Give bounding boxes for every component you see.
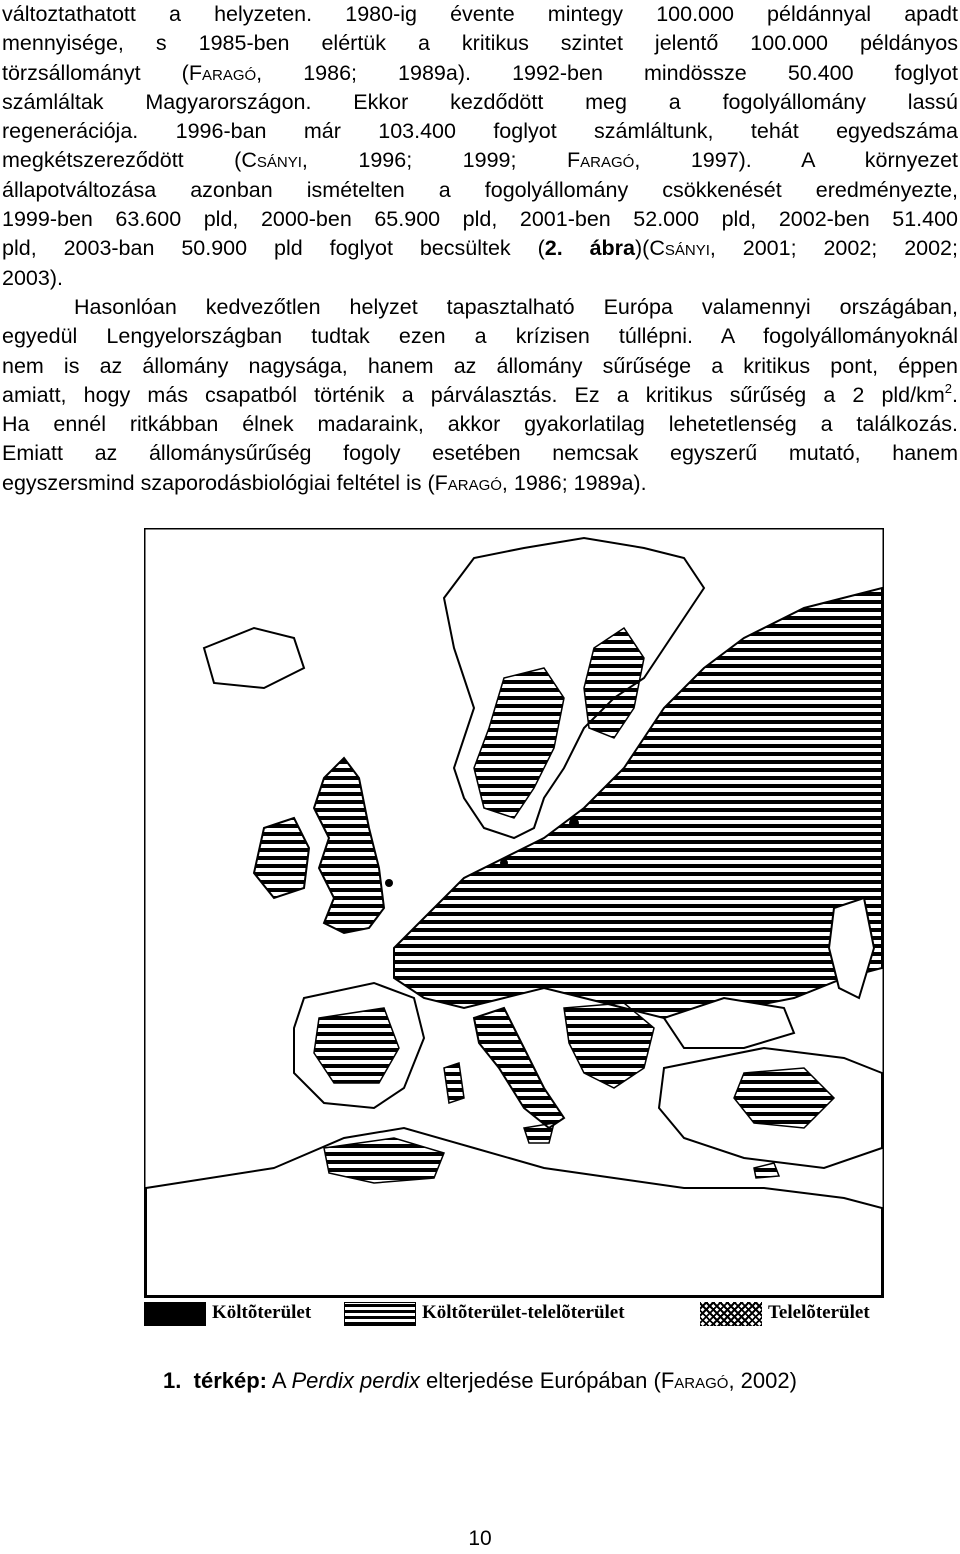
author-name: Faragó xyxy=(434,470,502,495)
page-number: 10 xyxy=(468,1527,492,1550)
author-name: Faragó xyxy=(567,148,635,173)
text-line: megkétszereződött (Csányi, 1996; 1999; Faragó, 1997). A környezet xyxy=(2,148,959,173)
figure-caption: 1. térkép: A Perdix perdix elterjedése Európában (Faragó, 2002) xyxy=(163,1368,797,1393)
breeding-spot xyxy=(385,879,393,887)
text-line: nem is az állomány nagysága, hanem az állomány sűrűsége a kritikus pont, éppen xyxy=(2,353,958,378)
text-line: Emiatt az állománysűrűség fogoly esetében nemcsak egyszerű mutató, hanem xyxy=(2,441,958,466)
text-line: mennyisége, s 1985-ben elértük a kritikus szintet jelentő 100.000 példányos xyxy=(2,31,958,56)
text-line: Ha ennél ritkábban élnek madaraink, akkor gyakorlatilag lehetetlenség a találkozás. xyxy=(2,412,958,437)
author-name: Csányi xyxy=(649,236,710,261)
europe-distribution-map xyxy=(144,528,884,1298)
text-line: egyedül Lengyelországban tudtak ezen a krízisen túllépni. A fogolyállományoknál xyxy=(2,324,958,349)
text-line: számláltak Magyarországon. Ekkor kezdődött meg a fogolyállomány lassú xyxy=(2,89,958,114)
breeding-spot xyxy=(569,818,579,828)
iberia-hatched xyxy=(314,1008,399,1083)
breeding-spot xyxy=(500,859,508,867)
author-name: Faragó xyxy=(188,60,257,85)
legend-breeding: Költõterület xyxy=(144,1298,311,1328)
text-line: állapotváltozása azonban ismételten a fogolyállomány csökkenését eredményezte, xyxy=(2,177,958,202)
text-line: változtathatott a helyzeten. 1980-ig évente mintegy 100.000 példánnyal apadt xyxy=(2,2,958,26)
superscript: 2 xyxy=(944,380,953,396)
text-line: amiatt, hogy más csapatból történik a párválasztás. Ez a kritikus sűrűség a 2 pld/$km^2$. xyxy=(2,380,958,407)
paragraph-1 xyxy=(2,0,958,293)
legend-swatch-crosshatched xyxy=(700,1302,762,1326)
figure-reference: 2. ábra xyxy=(544,236,636,261)
text-line: regenerációja. 1996-ban már 103.400 foglyot számláltunk, tehát egyedszáma xyxy=(2,119,958,144)
author-name: Csányi xyxy=(241,148,302,173)
text-line: Hasonlóan kedvezőtlen helyzet tapasztalható Európa valamennyi országában, xyxy=(74,295,958,319)
text-line: 2003). xyxy=(2,265,63,290)
legend-breeding-wintering: Költõterület-telelõterület xyxy=(344,1298,625,1328)
text-line: egyszersmind szaporodásbiológiai feltétel is (Faragó, 1986; 1989a). xyxy=(2,470,647,495)
paragraph-2 xyxy=(2,293,958,498)
legend-swatch-hatched xyxy=(344,1302,416,1326)
legend-swatch-solid xyxy=(144,1302,206,1326)
text-line: 1999-ben 63.600 pld, 2000-ben 65.900 pld, 2001-ben 52.000 pld, 2002-ben 51.400 xyxy=(2,207,958,232)
text-line: pld, 2003-ban 50.900 pld foglyot becsültek (2. ábra)(Csányi, 2001; 2002; 2002; xyxy=(2,236,958,261)
legend-wintering: Telelõterület xyxy=(700,1298,870,1328)
text-line: törzsállományt (Faragó, 1986; 1989a). 1992-ben mindössze 50.400 foglyot xyxy=(2,60,958,85)
